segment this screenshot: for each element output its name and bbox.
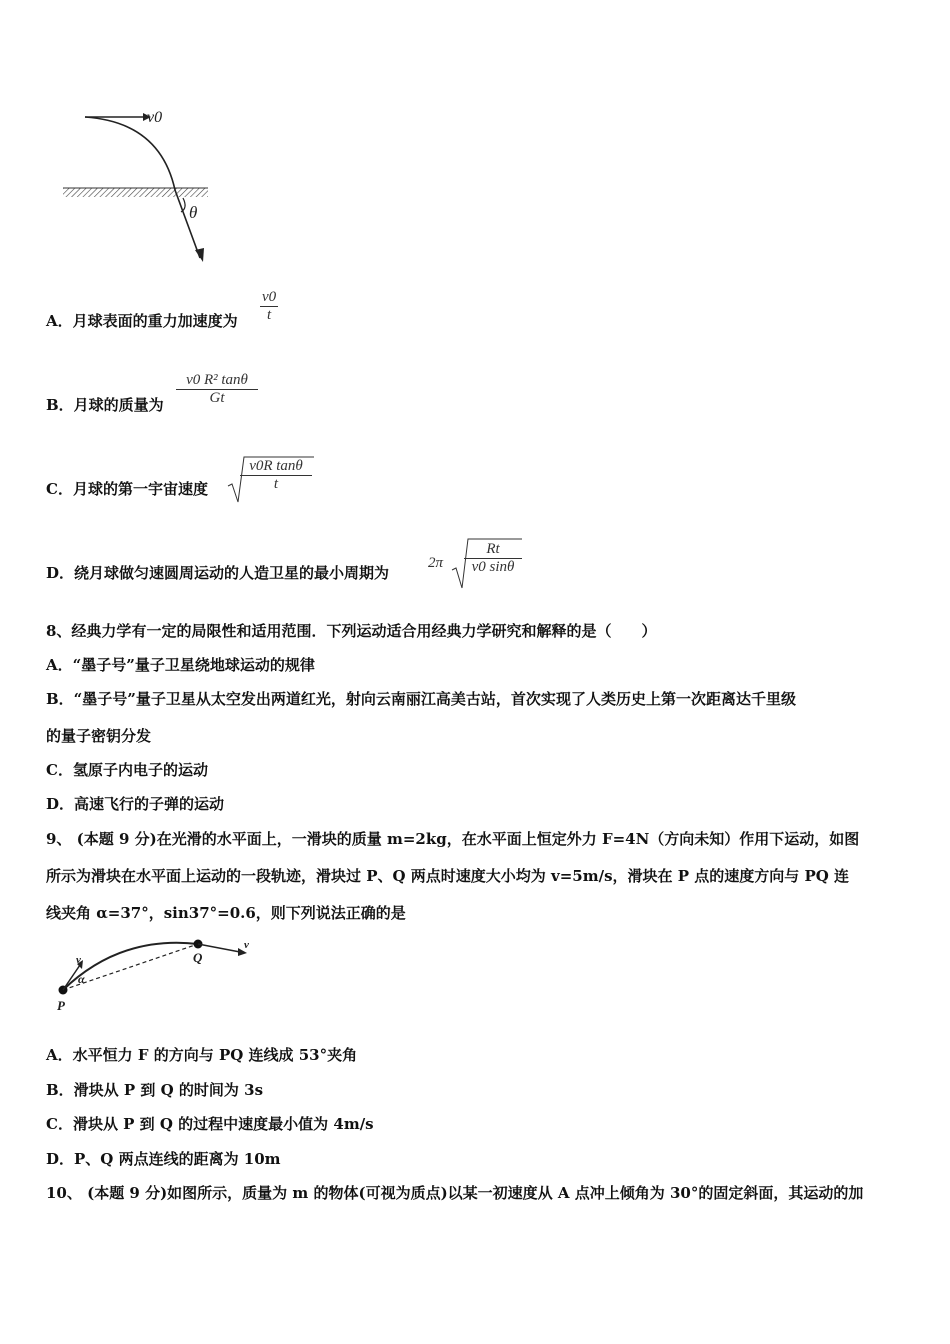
q8-option-b-line1: B．“墨子号”量子卫星从太空发出两道红光，射向云南丽江高美古站，首次实现了人类历史上第一次距离达千里级	[46, 690, 796, 708]
fraction-numerator: v0R tanθ	[249, 458, 303, 474]
label-alpha: α	[78, 972, 85, 986]
ground-surface	[63, 188, 208, 197]
q8-option-c: C．氢原子内电子的运动	[46, 761, 208, 779]
q7-option-a	[46, 311, 238, 331]
q9-stem-line2: 所示为滑块在水平面上运动的一段轨迹，滑块过 P、Q 两点时速度大小均为 v=5m/s，滑块在 P 点的速度方向与 PQ 连	[46, 867, 850, 885]
label-v-q: v	[244, 939, 249, 951]
velocity-q-arrow	[198, 944, 240, 952]
q7-option-d-coefficient: 2π	[428, 555, 444, 571]
q7-option-c-label: C．月球的第一宇宙速度	[46, 480, 208, 498]
q8-option-b-line2: 的量子密钥分发	[46, 727, 152, 745]
q7-option-c-formula	[240, 458, 312, 493]
q7-option-b-formula	[176, 372, 258, 407]
v0-label: v0	[147, 109, 163, 126]
q8-option-d: D．高速飞行的子弹的运动	[46, 795, 225, 813]
q8-stem: 8、经典力学有一定的局限性和适用范围．下列运动适合用经典力学研究和解释的是（ ）	[46, 622, 657, 640]
label-q: Q	[193, 950, 203, 965]
q9-option-a: A．水平恒力 F 的方向与 PQ 连线成 53°夹角	[46, 1046, 358, 1064]
fraction-denominator: Gt	[209, 390, 225, 406]
fraction-denominator: v0 sinθ	[471, 559, 515, 575]
label-v-p: v	[76, 954, 81, 966]
label-p: P	[57, 998, 65, 1013]
q7-option-d	[46, 563, 389, 583]
q8-option-a: A．“墨子号”量子卫星绕地球运动的规律	[46, 656, 315, 674]
q9-option-c: C．滑块从 P 到 Q 的过程中速度最小值为 4m/s	[46, 1115, 374, 1133]
q7-option-a-formula	[260, 289, 278, 324]
q7-option-d-formula	[464, 541, 522, 576]
q7-option-b-label: B．月球的质量为	[46, 396, 164, 414]
q7-option-c	[46, 479, 208, 499]
fraction-numerator: v0 R² tanθ	[186, 372, 248, 388]
trajectory-arrowhead	[195, 248, 204, 262]
q10-stem: 10、 (本题 9 分)如图所示，质量为 m 的物体(可视为质点)以某一初速度从 A 点冲上倾角为 30°的固定斜面，其运动的加	[46, 1184, 864, 1202]
q9-stem-line3: 线夹角 α=37°，sin37°=0.6，则下列说法正确的是	[46, 904, 406, 922]
theta-label: θ	[189, 203, 198, 222]
q9-stem-line1: 9、 (本题 9 分)在光滑的水平面上，一滑块的质量 m=2kg，在水平面上恒定外力 F=4N（方向未知）作用下运动，如图	[46, 830, 860, 848]
projectile-figure	[55, 100, 225, 270]
fraction-numerator: v0	[262, 289, 277, 305]
q7-option-b	[46, 395, 164, 415]
fraction-denominator: t	[267, 307, 272, 323]
q7-option-a-label: A．月球表面的重力加速度为	[46, 312, 238, 330]
q9-option-b: B．滑块从 P 到 Q 的时间为 3s	[46, 1081, 264, 1099]
fraction-denominator: t	[273, 476, 279, 492]
fraction-numerator: Rt	[486, 541, 500, 557]
q9-option-d: D．P、Q 两点连线的距离为 10m	[46, 1150, 281, 1168]
q7-option-d-label: D．绕月球做匀速圆周运动的人造卫星的最小周期为	[46, 564, 390, 582]
trajectory-pq-figure	[50, 930, 270, 1020]
